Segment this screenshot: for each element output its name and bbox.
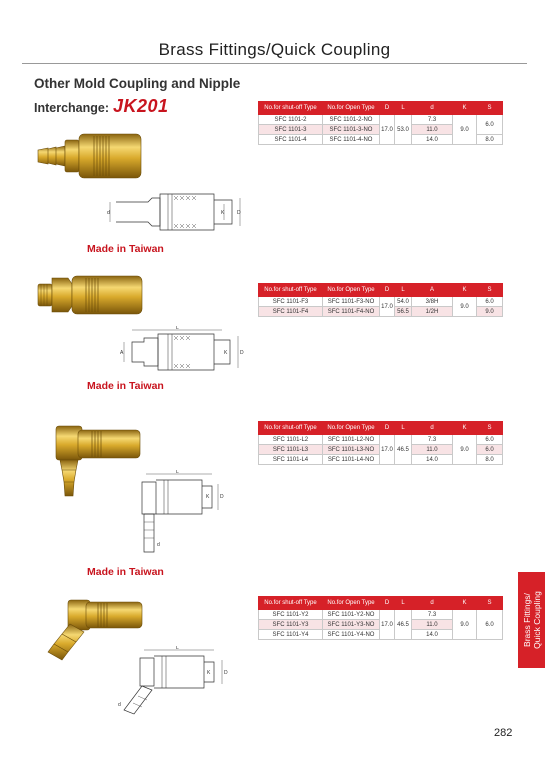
table-row [259, 297, 503, 307]
table-cell: SFC 1101-Y3-NO [323, 620, 380, 630]
side-tab-line1: Brass Fittings/ [521, 593, 532, 647]
table-cell: 7.3 [412, 610, 453, 620]
header-cell: No.for shut-off Type [259, 597, 323, 610]
table-cell: 3/8H [412, 297, 453, 307]
header-cell: L [395, 597, 412, 610]
dim-label-L: L [176, 470, 179, 475]
table-cell: 9.0 [453, 297, 477, 317]
table-cell: SFC 1101-L4-NO [323, 455, 380, 465]
table-cell: SFC 1101-F3-NO [323, 297, 380, 307]
table-cell: 46.5 [395, 435, 412, 465]
table-cell: 11.0 [412, 125, 453, 135]
header-cell: d [412, 422, 453, 435]
header-cell: D [380, 597, 395, 610]
table-cell: SFC 1101-Y2 [259, 610, 323, 620]
dim-label-d: d [118, 702, 121, 708]
table-cell: 14.0 [412, 135, 453, 145]
dim-label-L: L [176, 646, 179, 651]
dim-label-D: D [220, 494, 224, 500]
header-cell: No.for Open Type [323, 422, 380, 435]
header-divider [22, 63, 527, 64]
table-cell: 11.0 [412, 620, 453, 630]
page-title: Brass Fittings/Quick Coupling [158, 40, 391, 59]
table-cell: SFC 1101-4-NO [323, 135, 380, 145]
made-in-label: Made in Taiwan [87, 243, 164, 255]
table-cell: SFC 1101-4 [259, 135, 323, 145]
dim-label-A: A [120, 350, 124, 356]
page-number: 282 [494, 727, 513, 739]
table-cell: 9.0 [453, 115, 477, 145]
technical-drawing-3 [126, 470, 226, 562]
header-cell: No.for Open Type [323, 284, 380, 297]
table-cell: 56.5 [395, 307, 412, 317]
table-cell: SFC 1101-Y2-NO [323, 610, 380, 620]
table-cell: 6.0 [477, 115, 503, 135]
table-cell: SFC 1101-L2 [259, 435, 323, 445]
table-cell: SFC 1101-L3-NO [323, 445, 380, 455]
header-cell: D [380, 284, 395, 297]
table-cell: 8.0 [477, 135, 503, 145]
table-cell: 9.0 [453, 435, 477, 465]
side-tab [518, 572, 545, 668]
table-cell: SFC 1101-Y3 [259, 620, 323, 630]
header-cell: No.for Open Type [323, 597, 380, 610]
table-cell: 14.0 [412, 630, 453, 640]
product-photo-straight-coupling [34, 128, 146, 184]
section-title: Other Mold Coupling and Nipple [34, 76, 241, 91]
dim-label-d: d [107, 210, 110, 216]
table-cell: SFC 1101-L3 [259, 445, 323, 455]
table-cell: SFC 1101-L4 [259, 455, 323, 465]
table-cell: 46.5 [395, 610, 412, 640]
table-header-row [259, 102, 503, 115]
header-cell: No.for shut-off Type [259, 284, 323, 297]
header-cell: A [412, 284, 453, 297]
table-row [259, 115, 503, 125]
header-cell: K [453, 597, 477, 610]
technical-drawing-1 [106, 190, 256, 236]
table-cell: SFC 1101-Y4-NO [323, 630, 380, 640]
header-cell: No.for shut-off Type [259, 102, 323, 115]
spec-table-3 [258, 421, 503, 465]
table-header-row [259, 422, 503, 435]
table-cell: SFC 1101-L2-NO [323, 435, 380, 445]
header-cell: K [453, 422, 477, 435]
table-header-row [259, 284, 503, 297]
table-cell: 6.0 [477, 297, 503, 307]
technical-drawing-4 [104, 646, 230, 724]
header-cell: d [412, 102, 453, 115]
interchange-label: Interchange: [34, 101, 110, 115]
table-cell: 9.0 [477, 307, 503, 317]
table-row [259, 610, 503, 620]
technical-drawing-2 [118, 326, 248, 378]
header-cell: d [412, 597, 453, 610]
spec-table-4 [258, 596, 503, 640]
table-row [259, 435, 503, 445]
header-cell: No.for Open Type [323, 102, 380, 115]
made-in-label: Made in Taiwan [87, 566, 164, 578]
dim-label-K: K [207, 670, 211, 676]
table-cell: 6.0 [477, 610, 503, 640]
dim-label-k: K [221, 210, 225, 216]
table-cell: 6.0 [477, 445, 503, 455]
header-cell: D [380, 102, 395, 115]
interchange-line [34, 96, 169, 117]
table-cell: SFC 1101-3 [259, 125, 323, 135]
header-cell: L [395, 284, 412, 297]
header-cell: S [477, 422, 503, 435]
table-cell: 9.0 [453, 610, 477, 640]
dim-label-D: D [237, 210, 241, 216]
table-cell: SFC 1101-Y4 [259, 630, 323, 640]
dim-label-d: d [157, 542, 160, 548]
table-cell: SFC 1101-2-NO [323, 115, 380, 125]
table-header-row [259, 597, 503, 610]
spec-table-2 [258, 283, 503, 317]
header-cell: S [477, 102, 503, 115]
table-cell: 17.0 [380, 610, 395, 640]
table-cell: 14.0 [412, 455, 453, 465]
header-cell: D [380, 422, 395, 435]
product-photo-flare-coupling [34, 270, 146, 320]
header-cell: S [477, 597, 503, 610]
table-cell: 17.0 [380, 435, 395, 465]
dim-label-D: D [224, 670, 228, 676]
interchange-code: JK201 [113, 96, 169, 116]
table-cell: SFC 1101-F3 [259, 297, 323, 307]
table-cell: 11.0 [412, 445, 453, 455]
table-cell: 7.3 [412, 115, 453, 125]
header-cell: S [477, 284, 503, 297]
dim-label-L: L [176, 326, 179, 331]
spec-table-1 [258, 101, 503, 145]
table-cell: SFC 1101-F4-NO [323, 307, 380, 317]
table-cell: 1/2H [412, 307, 453, 317]
made-in-label: Made in Taiwan [87, 380, 164, 392]
table-cell: SFC 1101-3-NO [323, 125, 380, 135]
header-cell: No.for shut-off Type [259, 422, 323, 435]
table-cell: 53.0 [395, 115, 412, 145]
table-cell: 7.3 [412, 435, 453, 445]
table-cell: 8.0 [477, 455, 503, 465]
header-cell: K [453, 284, 477, 297]
table-cell: SFC 1101-2 [259, 115, 323, 125]
table-cell: 17.0 [380, 115, 395, 145]
dim-label-K: K [206, 494, 210, 500]
table-cell: 17.0 [380, 297, 395, 317]
side-tab-line2: Quick Coupling [531, 591, 542, 649]
dim-label-K: K [224, 350, 228, 356]
table-cell: 54.0 [395, 297, 412, 307]
table-cell: 6.0 [477, 435, 503, 445]
header-cell: L [395, 422, 412, 435]
header-cell: L [395, 102, 412, 115]
header-cell: K [453, 102, 477, 115]
dim-label-D: D [240, 350, 244, 356]
table-cell: SFC 1101-F4 [259, 307, 323, 317]
